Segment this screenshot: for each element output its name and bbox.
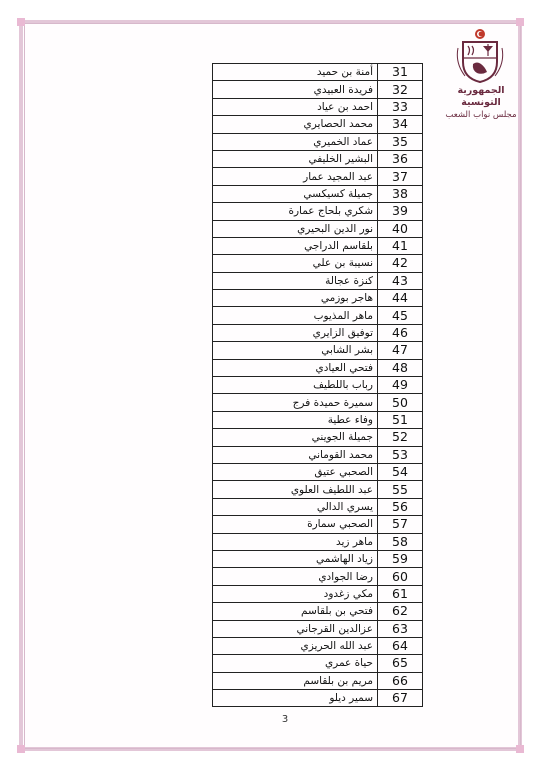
member-number: 56 — [378, 498, 423, 515]
border-corner — [516, 745, 524, 753]
member-name: بشر الشابي — [213, 342, 378, 359]
border-corner — [516, 18, 524, 26]
table-row — [213, 237, 423, 254]
member-number: 36 — [378, 150, 423, 167]
border-corner — [17, 18, 25, 26]
table-row — [213, 672, 423, 689]
member-name: كنزة عجالة — [213, 272, 378, 289]
member-name: عماد الخميري — [213, 133, 378, 150]
table-row — [213, 133, 423, 150]
member-number: 42 — [378, 255, 423, 272]
member-number: 54 — [378, 463, 423, 480]
table-row — [213, 307, 423, 324]
member-number: 65 — [378, 655, 423, 672]
member-number: 64 — [378, 637, 423, 654]
member-number: 51 — [378, 411, 423, 428]
table-row — [213, 324, 423, 341]
table-row — [213, 446, 423, 463]
member-name: نور الدين البحيري — [213, 220, 378, 237]
member-number: 62 — [378, 603, 423, 620]
member-number: 49 — [378, 377, 423, 394]
table-row — [213, 498, 423, 515]
member-name: الصحبي سمارة — [213, 516, 378, 533]
member-name: الصحبي عتيق — [213, 463, 378, 480]
table-row — [213, 203, 423, 220]
table-row — [213, 603, 423, 620]
table-row — [213, 150, 423, 167]
table-row — [213, 690, 423, 707]
member-number: 58 — [378, 533, 423, 550]
member-number: 41 — [378, 237, 423, 254]
member-name: محمد الحصايري — [213, 116, 378, 133]
member-name: توفيق الزايري — [213, 324, 378, 341]
table-row — [213, 568, 423, 585]
table-row — [213, 116, 423, 133]
table-row — [213, 168, 423, 185]
border-corner — [17, 745, 25, 753]
org-parliament: مجلس نواب الشعب — [445, 110, 517, 120]
table-row — [213, 377, 423, 394]
org-country: الجمهورية التونسية — [457, 85, 505, 108]
member-name: البشير الخليفي — [213, 150, 378, 167]
member-name: مريم بن بلقاسم — [213, 672, 378, 689]
member-number: 55 — [378, 481, 423, 498]
member-number: 38 — [378, 185, 423, 202]
member-number: 39 — [378, 203, 423, 220]
member-name: عبد المجيد عمار — [213, 168, 378, 185]
members-table — [212, 63, 423, 707]
member-number: 37 — [378, 168, 423, 185]
member-number: 45 — [378, 307, 423, 324]
table-row — [213, 359, 423, 376]
member-name: جميلة كسيكسي — [213, 185, 378, 202]
member-name: مكي زغدود — [213, 585, 378, 602]
member-number: 34 — [378, 116, 423, 133]
member-number: 60 — [378, 568, 423, 585]
member-name: رضا الجوادي — [213, 568, 378, 585]
member-number: 32 — [378, 81, 423, 98]
table-row — [213, 185, 423, 202]
member-name: عبد الله الحريزي — [213, 637, 378, 654]
member-name: نسيبة بن علي — [213, 255, 378, 272]
member-name: عبد اللطيف العلوي — [213, 481, 378, 498]
table-row — [213, 220, 423, 237]
member-number: 47 — [378, 342, 423, 359]
page-number: 3 — [281, 714, 289, 725]
member-name: بلقاسم الدراجي — [213, 237, 378, 254]
table-row — [213, 620, 423, 637]
member-number: 52 — [378, 429, 423, 446]
member-number: 40 — [378, 220, 423, 237]
member-name: محمد القوماني — [213, 446, 378, 463]
member-name: هاجر بوزمي — [213, 290, 378, 307]
member-name: يسري الدالي — [213, 498, 378, 515]
member-number: 35 — [378, 133, 423, 150]
member-name: ماهر المذيوب — [213, 307, 378, 324]
member-name: أمنة بن حميد — [213, 64, 378, 81]
member-number: 53 — [378, 446, 423, 463]
member-number: 50 — [378, 394, 423, 411]
member-number: 63 — [378, 620, 423, 637]
table-row — [213, 81, 423, 98]
table-row — [213, 463, 423, 480]
member-name: جميلة الجويني — [213, 429, 378, 446]
table-row — [213, 516, 423, 533]
member-name: فتحي العيادي — [213, 359, 378, 376]
member-number: 31 — [378, 64, 423, 81]
table-row — [213, 290, 423, 307]
member-number: 48 — [378, 359, 423, 376]
member-number: 46 — [378, 324, 423, 341]
member-number: 44 — [378, 290, 423, 307]
member-name: ماهر زيد — [213, 533, 378, 550]
table-row — [213, 64, 423, 81]
member-name: فتحي بن بلقاسم — [213, 603, 378, 620]
table-row — [213, 411, 423, 428]
table-row — [213, 550, 423, 567]
table-row — [213, 585, 423, 602]
table-row — [213, 533, 423, 550]
member-name: فريدة العبيدي — [213, 81, 378, 98]
table-row — [213, 394, 423, 411]
member-name: رباب باللطيف — [213, 377, 378, 394]
member-name: احمد بن عياد — [213, 98, 378, 115]
member-number: 61 — [378, 585, 423, 602]
member-number: 43 — [378, 272, 423, 289]
table-row — [213, 255, 423, 272]
member-number: 67 — [378, 690, 423, 707]
member-name: شكري بلحاج عمارة — [213, 203, 378, 220]
organization-header — [437, 85, 525, 121]
member-number: 57 — [378, 516, 423, 533]
table-row — [213, 655, 423, 672]
member-name: زياد الهاشمي — [213, 550, 378, 567]
member-name: وفاء عطية — [213, 411, 378, 428]
member-name: سميرة حميدة فرج — [213, 394, 378, 411]
member-name: عزالدين القرجاني — [213, 620, 378, 637]
table-row — [213, 481, 423, 498]
table-row — [213, 429, 423, 446]
table-row — [213, 637, 423, 654]
table-row — [213, 342, 423, 359]
coat-of-arms-icon — [455, 28, 505, 84]
member-number: 33 — [378, 98, 423, 115]
table-row — [213, 272, 423, 289]
table-row — [213, 98, 423, 115]
member-number: 66 — [378, 672, 423, 689]
member-name: سمير ديلو — [213, 690, 378, 707]
member-name: حياة عمري — [213, 655, 378, 672]
member-number: 59 — [378, 550, 423, 567]
